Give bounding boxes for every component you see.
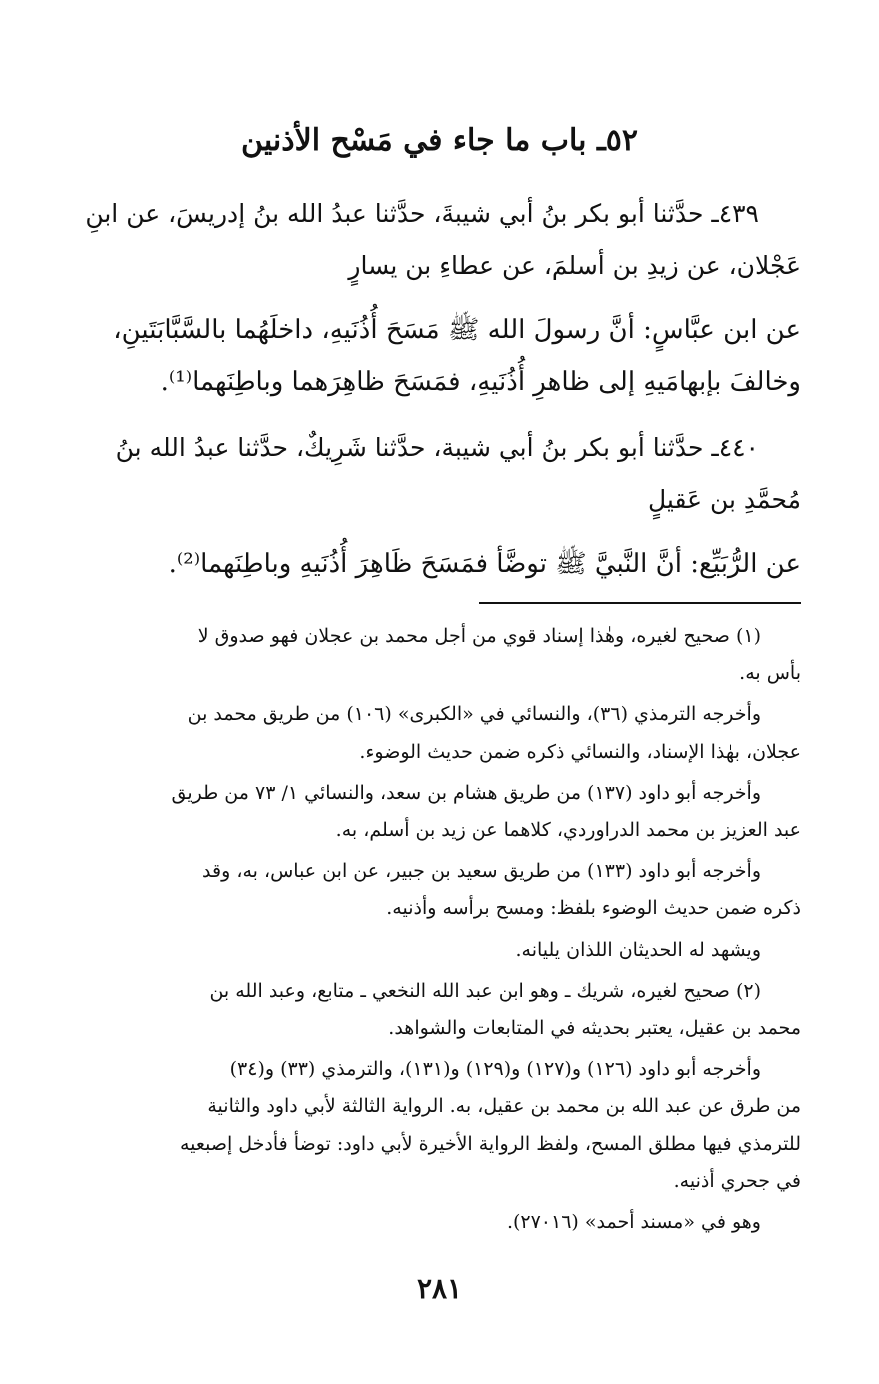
- chapter-heading: ٥٢ـ باب ما جاء في مَسْح الأذنين: [240, 123, 638, 158]
- footnote-line: ذكره ضمن حديث الوضوء بلفظ: ومسح برأسه وأذنيه.: [386, 897, 801, 920]
- text-line: مُحمَّدِ بن عَقيلٍ: [647, 485, 801, 514]
- footnote-line: وهو في «مسند أحمد» (٢٧٠١٦).: [506, 1211, 761, 1234]
- hadith-440-isnad: [78, 422, 801, 526]
- footnote-line: وأخرجه أبو داود (١٣٣) من طريق سعيد بن جبير، عن ابن عباس، به، وقد: [202, 860, 761, 883]
- hadith-body: [78, 188, 801, 604]
- footnote-line: بأس به.: [739, 662, 801, 685]
- text-line: ٤٣٩ـ حدَّثنا أبو بكر بنُ أبي شيبةَ، حدَّثنا عبدُ الله بنُ إدريسَ، عن ابنِ: [85, 199, 759, 228]
- footnote-line: عبد العزيز بن محمد الدراوردي، كلاهما عن زيد بن أسلم، به.: [335, 819, 801, 842]
- footnote-paragraph: [78, 932, 801, 969]
- footnote-line: وأخرجه أبو داود (١٣٧) من طريق هشام بن سعد، والنسائي ١/ ٧٣ من طريق: [171, 781, 761, 804]
- footnote-paragraph: [78, 973, 801, 1047]
- hadith-439-isnad: [78, 188, 801, 292]
- footnote-line: في جحري أذنيه.: [673, 1169, 801, 1192]
- footnotes: [78, 618, 801, 1245]
- footnote-line: ويشهد له الحديثان اللذان يليانه.: [515, 938, 761, 961]
- text-line: عن الرُّبَيِّع: أنَّ النَّبيَّ ﷺ توضَّأ فمَسَحَ ظَاهِرَ أُذُنَيهِ وباطِنَهما⁽²⁾.: [168, 549, 801, 579]
- footnote-paragraph: [78, 696, 801, 770]
- footnote-paragraph: [78, 1051, 801, 1200]
- text-line: ٤٤٠ـ حدَّثنا أبو بكر بنُ أبي شيبة، حدَّثنا شَرِيكٌ، حدَّثنا عبدُ الله بنُ: [115, 433, 759, 462]
- hadith-440-matn: [78, 538, 801, 590]
- footnote-line: محمد بن عقيل، يعتبر بحديثه في المتابعات والشواهد.: [388, 1017, 801, 1040]
- footnote-paragraph: [78, 775, 801, 849]
- footnote-divider: [479, 602, 801, 604]
- footnote-line: من طرق عن عبد الله بن محمد بن عقيل، به. الرواية الثالثة لأبي داود والثانية: [207, 1095, 801, 1118]
- footnote-paragraph: [78, 618, 801, 692]
- footnote-line: وأخرجه الترمذي (٣٦)، والنسائي في «الكبرى» (١٠٦) من طريق محمد بن: [187, 703, 761, 726]
- text-line: وخالفَ بإبهامَيهِ إلى ظاهرِ أُذُنَيهِ، فمَسَحَ ظاهِرَهما وباطِنَهما⁽¹⁾.: [160, 367, 801, 397]
- footnote-line: (١) صحيح لغيره، وهٰذا إسناد قوي من أجل محمد بن عجلان فهو صدوق لا: [197, 625, 761, 647]
- footnote-line: للترمذي فيها مطلق المسح، ولفظ الرواية الأخيرة لأبي داود: توضأ فأدخل إصبعيه: [180, 1132, 801, 1155]
- footnote-line: (٢) صحيح لغيره، شريك ـ وهو ابن عبد الله النخعي ـ متابع، وعبد الله بن: [209, 979, 761, 1002]
- footnote-line: عجلان، بهٰذا الإسناد، والنسائي ذكره ضمن حديث الوضوء.: [359, 740, 801, 763]
- hadith-439-matn: [78, 304, 801, 408]
- text-line: عن ابن عبَّاسٍ: أنَّ رسولَ الله ﷺ مَسَحَ أُذُنَيهِ، داخلَهُما بالسَّبَّابَتَينِ،: [113, 315, 801, 345]
- text-line: عَجْلان، عن زيدِ بن أسلمَ، عن عطاءِ بن يسارٍ: [348, 251, 801, 280]
- page-number: ٢٨١: [416, 1272, 463, 1305]
- footnote-paragraph: [78, 853, 801, 927]
- footnote-paragraph: [78, 1204, 801, 1241]
- footnote-line: وأخرجه أبو داود (١٢٦) و(١٢٧) و(١٢٩) و(١٣١)، والترمذي (٣٣) و(٣٤): [229, 1058, 761, 1081]
